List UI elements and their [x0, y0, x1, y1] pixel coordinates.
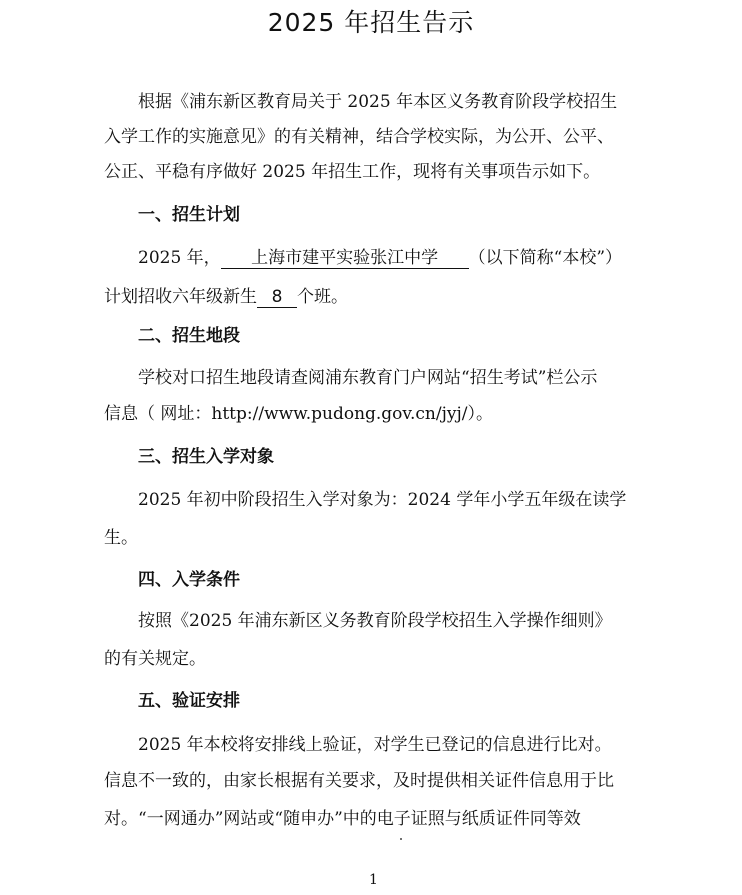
section-heading-district: 二、招生地段: [138, 326, 240, 346]
section-heading-plan: 一、招生计划: [138, 205, 240, 225]
conditions-line-2: 的有关规定。: [104, 649, 206, 669]
conditions-line-1: 按照《2025 年浦东新区义务教育阶段学校招生入学操作细则》: [138, 611, 612, 631]
section-heading-verification: 五、验证安排: [138, 691, 240, 711]
intro-line-1: 根据《浦东新区教育局关于 2025 年本区义务教育阶段学校招生: [138, 92, 618, 112]
plan-line-1: [138, 247, 622, 269]
section-heading-conditions: 四、入学条件: [138, 570, 240, 590]
verification-line-1: 2025 年本校将安排线上验证，对学生已登记的信息进行比对。: [138, 735, 612, 755]
plan-line-2-prefix: 计划招收六年级新生: [104, 287, 257, 307]
target-line-2: 生。: [104, 528, 138, 548]
page-number: 1: [369, 872, 378, 888]
school-name-blank: 上海市建平实验张江中学: [221, 248, 469, 269]
scan-speck: [400, 838, 402, 840]
target-line-1: 2025 年初中阶段招生入学对象为：2024 学年小学五年级在读学: [138, 490, 627, 510]
district-line-2: 信息（ 网址：http://www.pudong.gov.cn/jyj/）。: [104, 404, 493, 424]
class-count-blank: 8: [257, 287, 297, 308]
verification-line-3: 对。“一网通办”网站或“随申办”中的电子证照与纸质证件同等效: [104, 809, 581, 829]
section-heading-target: 三、招生入学对象: [138, 447, 274, 467]
plan-line-2-suffix: 个班。: [297, 287, 348, 307]
plan-line-1-suffix: （以下简称“本校”）: [468, 248, 623, 268]
plan-line-1-prefix: 2025 年，: [138, 248, 221, 268]
district-line-1: 学校对口招生地段请查阅浦东教育门户网站“招生考试”栏公示: [138, 368, 598, 388]
intro-line-2: 入学工作的实施意见》的有关精神，结合学校实际，为公开、公平、: [104, 127, 614, 147]
verification-line-2: 信息不一致的，由家长根据有关要求，及时提供相关证件信息用于比: [104, 771, 614, 791]
plan-line-2: [104, 286, 348, 308]
intro-line-3: 公正、平稳有序做好 2025 年招生工作，现将有关事项告示如下。: [104, 162, 601, 182]
page-title: 2025 年招生告示: [267, 8, 475, 37]
